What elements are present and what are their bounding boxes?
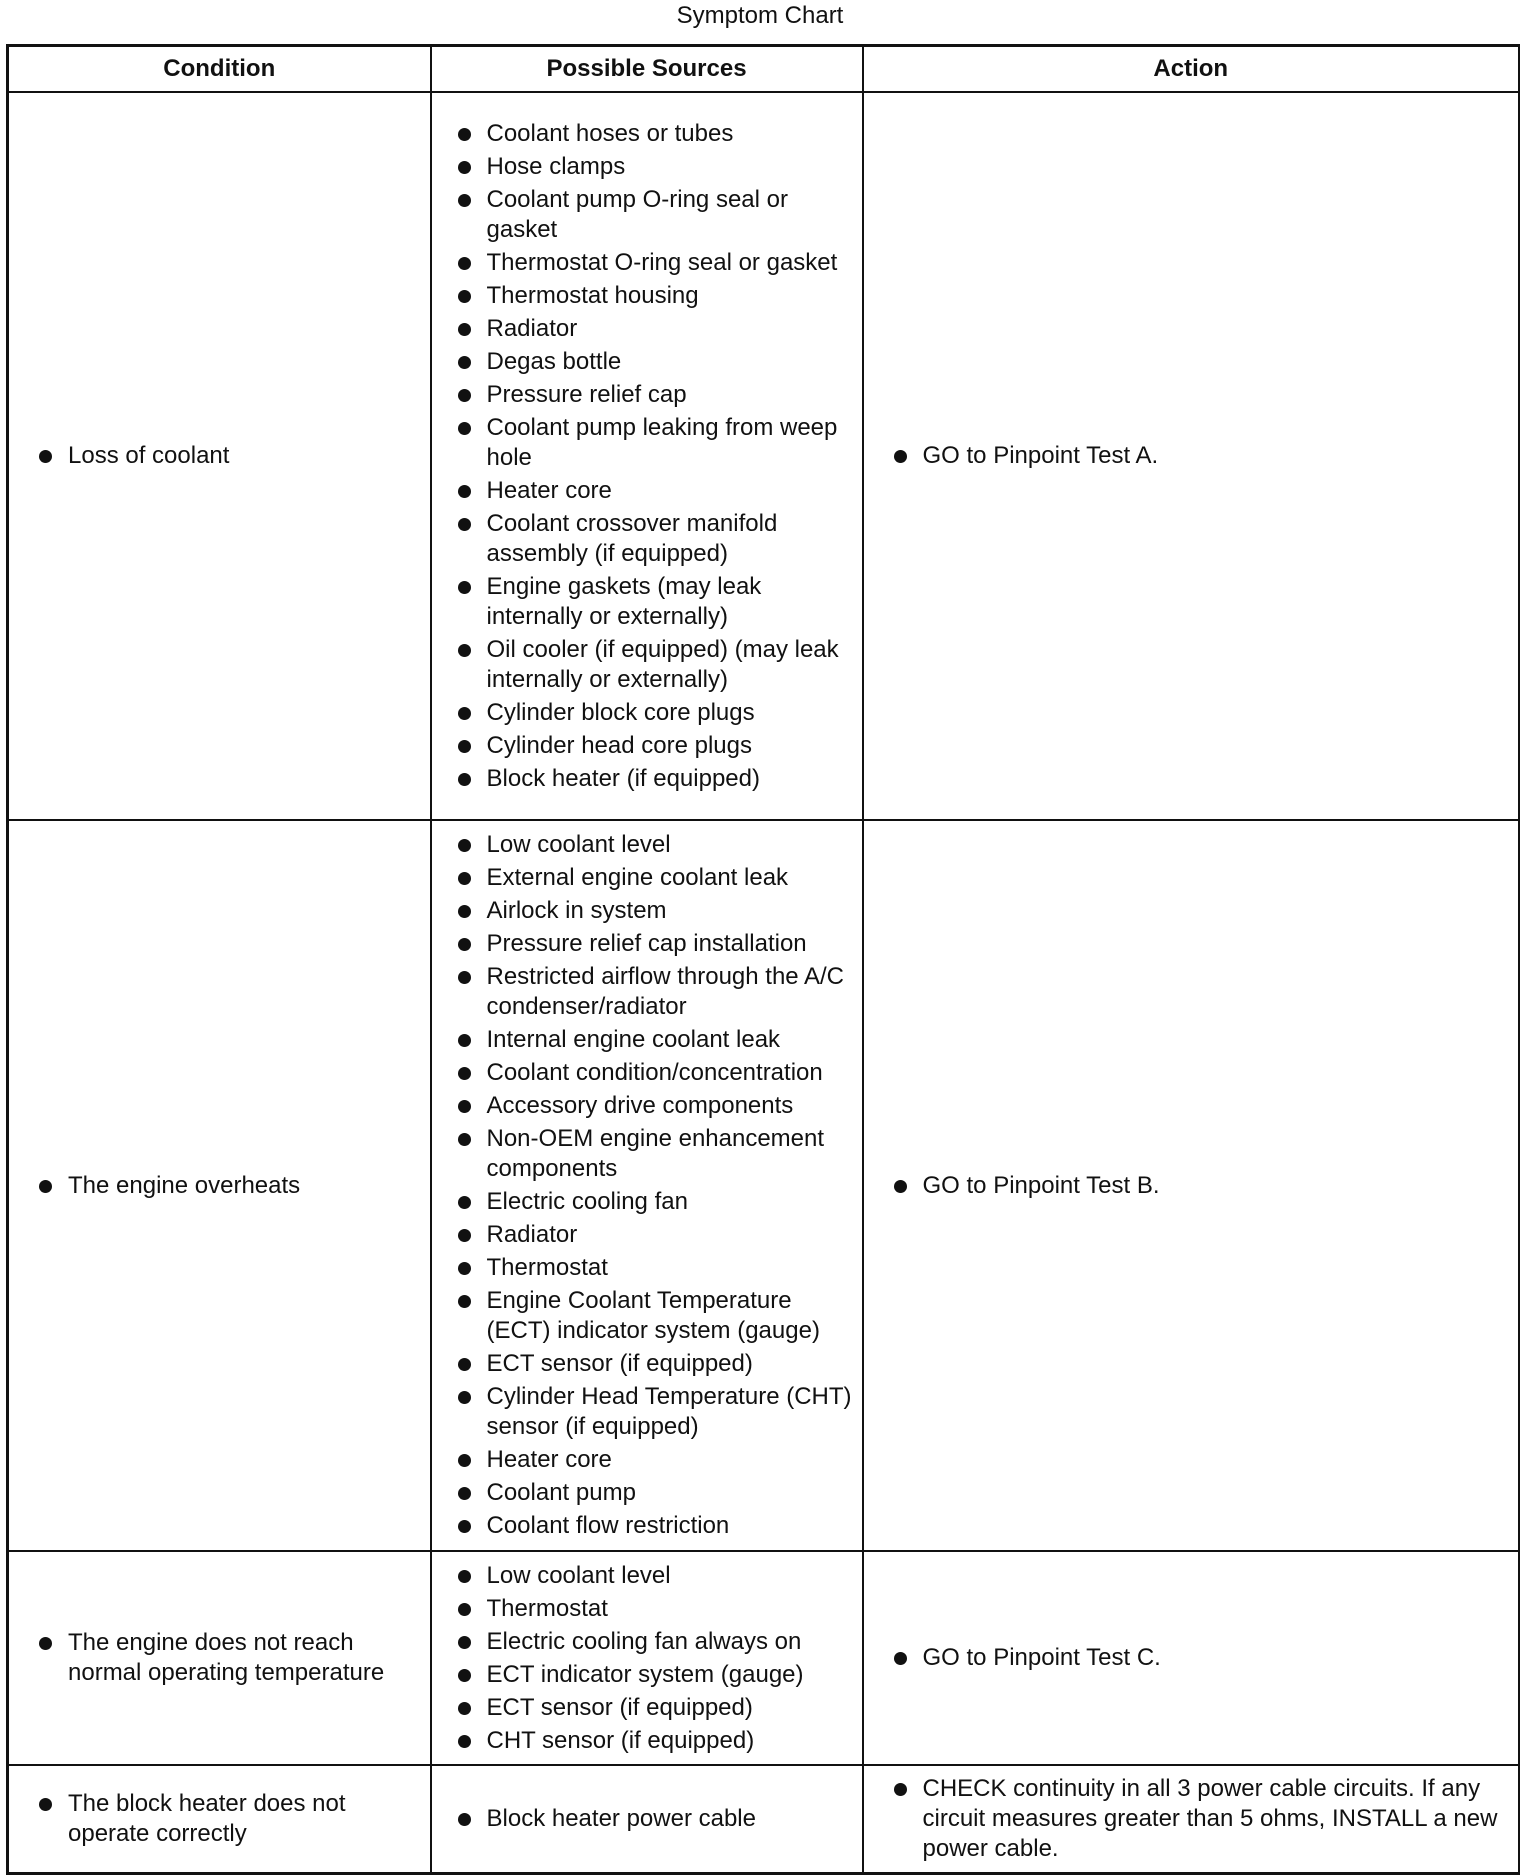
header-condition: Condition (8, 46, 431, 93)
source-item: External engine coolant leak (458, 863, 852, 893)
action-item: GO to Pinpoint Test C. (894, 1643, 1509, 1673)
sources-cell (431, 92, 863, 820)
source-item: Hose clamps (458, 152, 852, 182)
table-row (8, 1765, 1520, 1874)
source-item: Coolant pump leaking from weep hole (458, 413, 852, 473)
source-item: Electric cooling fan always on (458, 1627, 852, 1657)
source-item: Block heater power cable (458, 1804, 852, 1834)
source-item: Thermostat (458, 1253, 852, 1283)
sources-cell (431, 1765, 863, 1874)
source-item: ECT indicator system (gauge) (458, 1660, 852, 1690)
source-item: Heater core (458, 476, 852, 506)
table-header-row (8, 46, 1520, 93)
source-item: Coolant crossover manifold assembly (if equipped) (458, 509, 852, 569)
source-item: Low coolant level (458, 1561, 852, 1591)
sources-cell (431, 1551, 863, 1765)
action-cell (863, 1551, 1520, 1765)
source-item: Cylinder head core plugs (458, 731, 852, 761)
source-item: ECT sensor (if equipped) (458, 1693, 852, 1723)
action-item: CHECK continuity in all 3 power cable circuits. If any circuit measures greater than 5 ohms, INSTALL a new power cable. (894, 1774, 1509, 1864)
source-item: Pressure relief cap (458, 380, 852, 410)
action-cell (863, 1765, 1520, 1874)
source-item: Coolant flow restriction (458, 1511, 852, 1541)
source-item: Accessory drive components (458, 1091, 852, 1121)
source-item: Radiator (458, 1220, 852, 1250)
source-item: Pressure relief cap installation (458, 929, 852, 959)
condition-item: The block heater does not operate correctly (39, 1789, 420, 1849)
source-item: Degas bottle (458, 347, 852, 377)
header-possible-sources: Possible Sources (431, 46, 863, 93)
condition-cell (8, 92, 431, 820)
source-item: Coolant hoses or tubes (458, 119, 852, 149)
sources-cell (431, 820, 863, 1551)
table-row (8, 92, 1520, 820)
source-item: Block heater (if equipped) (458, 764, 852, 794)
source-item: Electric cooling fan (458, 1187, 852, 1217)
source-item: Thermostat (458, 1594, 852, 1624)
condition-item: Loss of coolant (39, 441, 420, 471)
condition-item: The engine overheats (39, 1171, 420, 1201)
table-row (8, 820, 1520, 1551)
page-title: Symptom Chart (676, 2, 844, 29)
action-item: GO to Pinpoint Test A. (894, 441, 1509, 471)
source-item: Restricted airflow through the A/C condenser/radiator (458, 962, 852, 1022)
source-item: Engine Coolant Temperature (ECT) indicator system (gauge) (458, 1286, 852, 1346)
source-item: Heater core (458, 1445, 852, 1475)
source-item: Airlock in system (458, 896, 852, 926)
action-item: GO to Pinpoint Test B. (894, 1171, 1509, 1201)
header-action: Action (863, 46, 1520, 93)
source-item: Coolant pump (458, 1478, 852, 1508)
symptom-chart-table (6, 44, 1520, 1875)
condition-cell (8, 820, 431, 1551)
source-item: ECT sensor (if equipped) (458, 1349, 852, 1379)
source-item: Radiator (458, 314, 852, 344)
action-cell (863, 820, 1520, 1551)
condition-cell (8, 1551, 431, 1765)
source-item: Thermostat O-ring seal or gasket (458, 248, 852, 278)
source-item: Coolant condition/concentration (458, 1058, 852, 1088)
source-item: Engine gaskets (may leak internally or externally) (458, 572, 852, 632)
source-item: Internal engine coolant leak (458, 1025, 852, 1055)
source-item: Cylinder block core plugs (458, 698, 852, 728)
source-item: Non-OEM engine enhancement components (458, 1124, 852, 1184)
condition-cell (8, 1765, 431, 1874)
source-item: Thermostat housing (458, 281, 852, 311)
source-item: Cylinder Head Temperature (CHT) sensor (if equipped) (458, 1382, 852, 1442)
source-item: Low coolant level (458, 830, 852, 860)
source-item: CHT sensor (if equipped) (458, 1726, 852, 1756)
condition-item: The engine does not reach normal operating temperature (39, 1628, 420, 1688)
table-row (8, 1551, 1520, 1765)
action-cell (863, 92, 1520, 820)
source-item: Coolant pump O-ring seal or gasket (458, 185, 852, 245)
source-item: Oil cooler (if equipped) (may leak internally or externally) (458, 635, 852, 695)
